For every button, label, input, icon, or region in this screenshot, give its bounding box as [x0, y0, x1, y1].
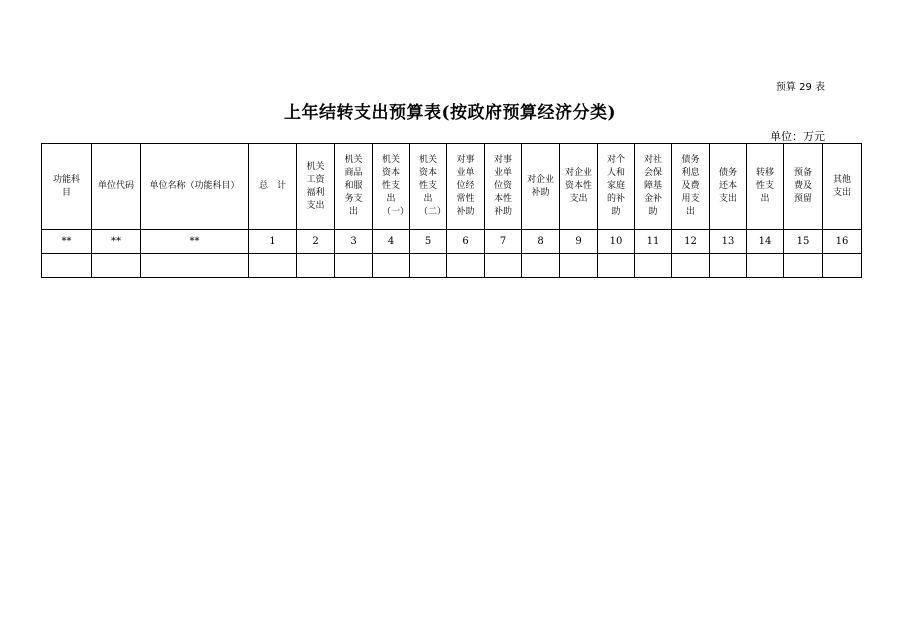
- header-row: [42, 144, 862, 230]
- table-cell: [560, 254, 598, 278]
- header-cell-col-14: 转移性支出: [747, 144, 784, 230]
- table-cell: 5: [410, 230, 447, 254]
- header-cell-col-5: 机关资本性支出（二）: [410, 144, 447, 230]
- table-cell: 2: [297, 230, 335, 254]
- table-cell: [297, 254, 335, 278]
- table-cell: [92, 254, 141, 278]
- data-row: [42, 254, 862, 278]
- table-cell: 1: [249, 230, 297, 254]
- table-cell: 6: [447, 230, 485, 254]
- table-cell: 15: [784, 230, 823, 254]
- header-cell-col-13: 债务还本支出: [710, 144, 747, 230]
- header-cell-unit-name: 单位名称（功能科目）: [141, 144, 249, 230]
- table-cell: [485, 254, 522, 278]
- header-cell-col-11: 对社会保障基金补助: [635, 144, 672, 230]
- table-cell: [672, 254, 710, 278]
- form-number: 预算 29 表: [775, 82, 825, 93]
- table-cell: [598, 254, 635, 278]
- table-cell: 8: [522, 230, 560, 254]
- table-cell: [249, 254, 297, 278]
- table-cell: [823, 254, 862, 278]
- table-cell: 12: [672, 230, 710, 254]
- header-cell-total: 总 计: [249, 144, 297, 230]
- table-cell: 7: [485, 230, 522, 254]
- index-row: [42, 230, 862, 254]
- table-cell: [747, 254, 784, 278]
- table-cell: [373, 254, 410, 278]
- header-cell-col-16: 其他支出: [823, 144, 862, 230]
- table-cell: 4: [373, 230, 410, 254]
- table-cell: [522, 254, 560, 278]
- header-cell-col-12: 债务利息及费用支出: [672, 144, 710, 230]
- header-cell-col-8: 对企业补助: [522, 144, 560, 230]
- table-cell: 10: [598, 230, 635, 254]
- table-cell: [410, 254, 447, 278]
- table-cell: [635, 254, 672, 278]
- table-cell: [784, 254, 823, 278]
- table-cell: **: [141, 230, 249, 254]
- page-title: 上年结转支出预算表(按政府预算经济分类): [283, 103, 617, 123]
- header-cell-col-15: 预备费及预留: [784, 144, 823, 230]
- table-cell: **: [42, 230, 92, 254]
- table-cell: [710, 254, 747, 278]
- table-cell: 16: [823, 230, 862, 254]
- table-cell: **: [92, 230, 141, 254]
- table-cell: 13: [710, 230, 747, 254]
- header-cell-unit-code: 单位代码: [92, 144, 141, 230]
- table-cell: [141, 254, 249, 278]
- table-cell: [42, 254, 92, 278]
- header-cell-col-3: 机关商品和服务支出: [335, 144, 373, 230]
- header-cell-function-subject: 功能科目: [42, 144, 92, 230]
- header-cell-col-9: 对企业资本性支出: [560, 144, 598, 230]
- header-cell-col-2: 机关工资福利支出: [297, 144, 335, 230]
- unit-label: 单位：万元: [770, 130, 825, 143]
- table-cell: 14: [747, 230, 784, 254]
- table-cell: 11: [635, 230, 672, 254]
- header-cell-col-10: 对个人和家庭的补助: [598, 144, 635, 230]
- header-cell-col-7: 对事业单位资本性补助: [485, 144, 522, 230]
- header-cell-col-4: 机关资本性支出（一）: [373, 144, 410, 230]
- table-cell: [447, 254, 485, 278]
- header-cell-col-6: 对事业单位经常性补助: [447, 144, 485, 230]
- table-cell: [335, 254, 373, 278]
- budget-table: [41, 143, 862, 278]
- table-cell: 9: [560, 230, 598, 254]
- table-cell: 3: [335, 230, 373, 254]
